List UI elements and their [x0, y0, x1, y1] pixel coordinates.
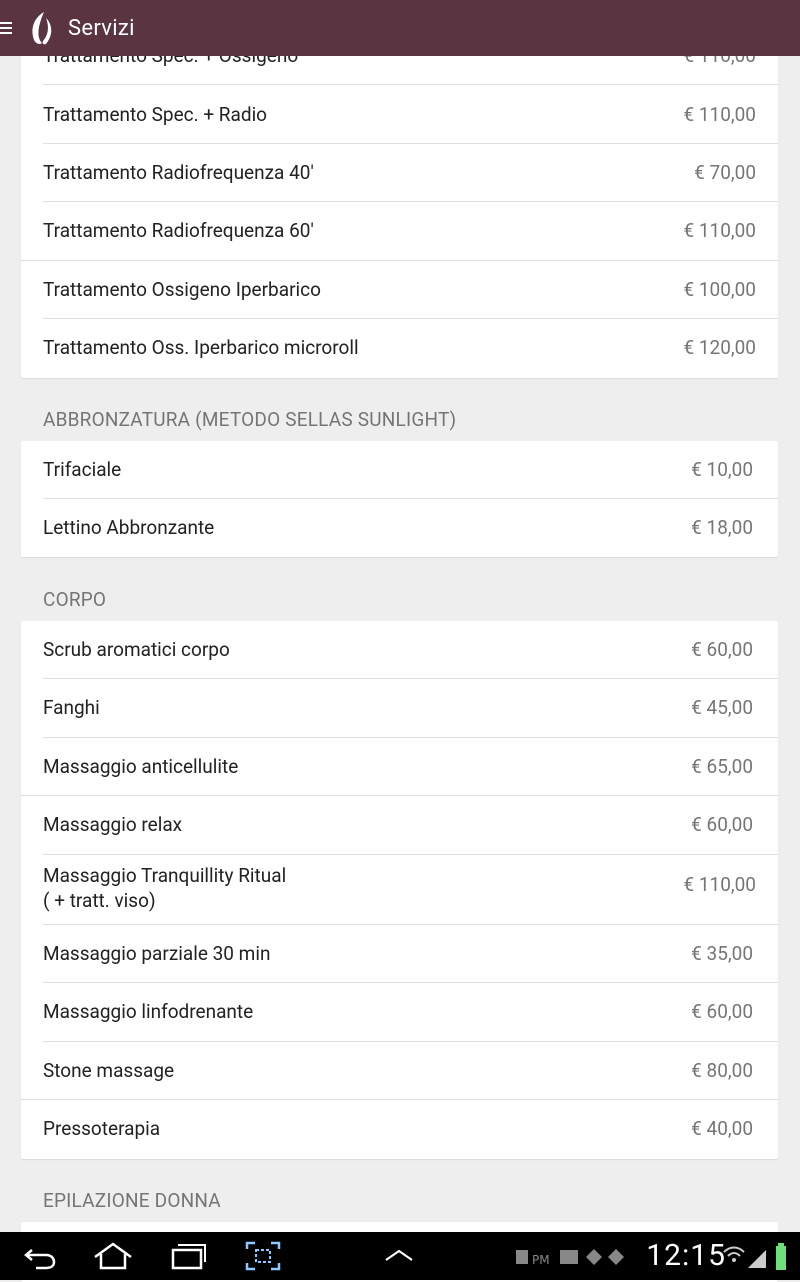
list-item[interactable] [21, 621, 778, 679]
recent-apps-icon[interactable] [170, 1240, 208, 1272]
list-item[interactable] [21, 144, 778, 202]
svg-text:PM: PM [532, 1253, 550, 1267]
menu-icon[interactable] [0, 22, 14, 34]
item-name: Massaggio linfodrenante [43, 1000, 254, 1023]
item-price: € 100,00 [683, 278, 756, 301]
item-name: Trattamento Spec. + Radio [43, 103, 268, 126]
item-price: € 60,00 [691, 1000, 753, 1023]
item-name: Trattamento Ossigeno Iperbarico [43, 278, 321, 301]
battery-icon [774, 1240, 792, 1272]
signal-icon [746, 1240, 768, 1272]
item-name: Massaggio anticellulite [43, 755, 239, 778]
item-price: € 35,00 [691, 942, 753, 965]
list-item[interactable] [21, 85, 778, 144]
list-item[interactable] [21, 441, 778, 499]
list-item[interactable] [21, 319, 778, 378]
item-name: Massaggio relax [43, 813, 183, 836]
section-card-abbronzatura [21, 441, 778, 557]
home-icon[interactable] [92, 1240, 134, 1272]
back-icon[interactable] [22, 1240, 58, 1272]
item-name: Massaggio parziale 30 min [43, 942, 271, 965]
item-price: € 110,00 [683, 873, 756, 896]
screenshot-icon[interactable] [244, 1240, 282, 1272]
item-name: Fanghi [43, 696, 100, 719]
list-item[interactable] [21, 1100, 778, 1159]
list-item[interactable] [21, 679, 778, 738]
item-price: € 110,00 [683, 103, 756, 126]
system-bar [0, 1232, 800, 1280]
list-item[interactable] [21, 499, 778, 557]
list-item[interactable] [21, 202, 778, 261]
item-price: € 110,00 [683, 219, 756, 242]
item-name: Pressoterapia [43, 1117, 161, 1140]
list-item[interactable] [21, 1042, 778, 1100]
item-name-subtitle: ( + tratt. viso) [43, 889, 156, 912]
clock[interactable]: 12:15 [646, 1238, 726, 1273]
item-price: € 45,00 [691, 696, 753, 719]
item-price: € 60,00 [691, 638, 753, 661]
item-price: € 80,00 [691, 1059, 753, 1082]
item-price: € 65,00 [691, 755, 753, 778]
list-item[interactable] [21, 855, 778, 925]
app-bar [0, 0, 800, 56]
item-price: € 18,00 [691, 516, 753, 539]
item-price: € 120,00 [683, 336, 756, 359]
list-item[interactable] [21, 925, 778, 983]
list-item[interactable] [21, 738, 778, 796]
item-name: Stone massage [43, 1059, 175, 1082]
list-item[interactable] [21, 796, 778, 855]
services-list[interactable] [0, 56, 800, 1232]
section-header: EPILAZIONE DONNA [43, 1189, 221, 1212]
section-header: ABBRONZATURA (METODO SELLAS SUNLIGHT) [43, 408, 457, 431]
item-name: Scrub aromatici corpo [43, 638, 230, 661]
section-card-corpo [21, 621, 778, 1159]
item-price: € 70,00 [694, 161, 756, 184]
item-price: € 60,00 [691, 813, 753, 836]
item-name: Trifaciale [43, 458, 122, 481]
section-header: CORPO [43, 588, 107, 611]
item-price: € 40,00 [691, 1117, 753, 1140]
item-name: Massaggio Tranquillity Ritual [43, 864, 287, 887]
chevron-up-icon[interactable] [382, 1240, 416, 1272]
list-item[interactable] [21, 983, 778, 1042]
item-name: Trattamento Radiofrequenza 60' [43, 219, 314, 242]
item-price: € 10,00 [691, 458, 753, 481]
page-title: Servizi [68, 15, 135, 41]
leaf-logo-icon[interactable] [28, 10, 56, 46]
wifi-icon [722, 1240, 746, 1272]
item-name: Trattamento Radiofrequenza 40' [43, 161, 314, 184]
list-item[interactable] [21, 261, 778, 319]
item-name: Lettino Abbronzante [43, 516, 215, 539]
section-card-treatments [21, 27, 778, 378]
notification-icons[interactable] [514, 1240, 632, 1272]
item-name: Trattamento Oss. Iperbarico microroll [43, 336, 359, 359]
